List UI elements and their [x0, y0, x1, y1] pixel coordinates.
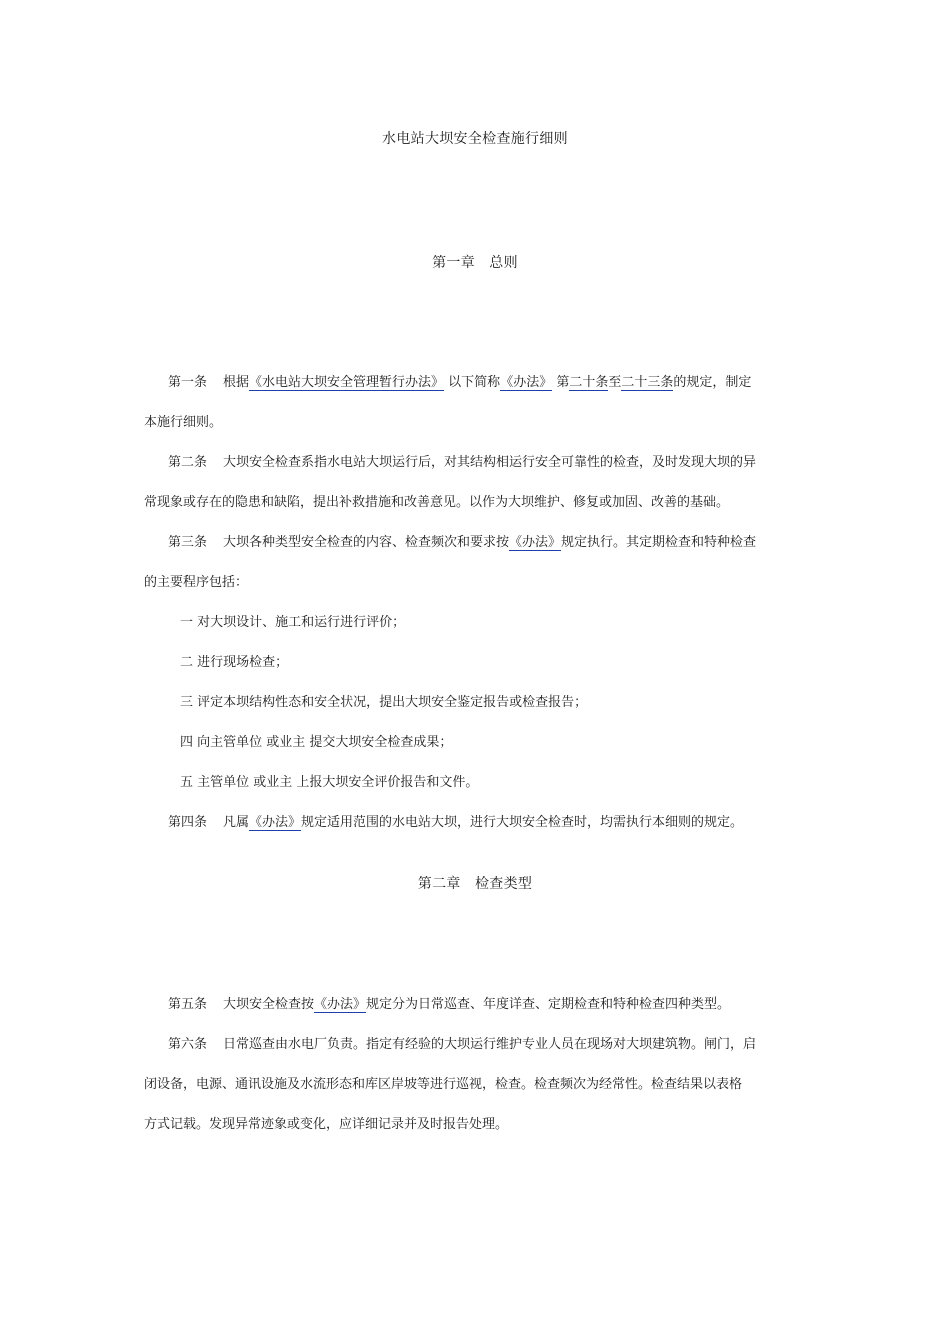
article-4: 第四条 凡属《办法》规定适用范围的水电站大坝，进行大坝安全检查时，均需执行本细则的规定。	[168, 815, 744, 830]
list-item: 一 对大坝设计、施工和运行进行评价；	[180, 615, 406, 630]
article-1-label: 第一条	[168, 375, 208, 390]
article-3: 第三条 大坝各种类型安全检查的内容、检查频次和要求按《办法》规定执行。其定期检查和特种检查	[168, 535, 757, 550]
article-6: 第六条 日常巡查由水电厂负责。指定有经验的大坝运行维护专业人员在现场对大坝建筑物。闸门，启	[168, 1037, 757, 1052]
article-6-cont-2: 方式记载。发现异常迹象或变化，应详细记录并及时报告处理。	[144, 1117, 509, 1132]
link-measures[interactable]: 《办法》	[509, 535, 562, 550]
article-1: 第一条 根据《水电站大坝安全管理暂行办法》 以下简称《办法》 第二十条至二十三条的规定，制定	[168, 375, 752, 390]
chapter-2-heading: 第二章 检查类型	[417, 876, 533, 892]
list-item: 四 向主管单位 或业主 提交大坝安全检查成果；	[180, 735, 453, 750]
article-2-label: 第二条	[168, 455, 208, 470]
article-3-cont: 的主要程序包括：	[144, 575, 249, 590]
chapter-1-heading: 第一章 总则	[432, 255, 518, 271]
link-measures-full[interactable]: 《水电站大坝安全管理暂行办法》	[249, 375, 445, 390]
list-item: 五 主管单位 或业主 上报大坝安全评价报告和文件。	[180, 775, 479, 790]
link-measures[interactable]: 《办法》	[500, 375, 553, 390]
link-article-20[interactable]: 二十条	[569, 375, 609, 390]
list-item: 三 评定本坝结构性态和安全状况，提出大坝安全鉴定报告或检查报告；	[180, 695, 588, 710]
link-measures[interactable]: 《办法》	[314, 997, 367, 1012]
link-article-23[interactable]: 二十三条	[621, 375, 674, 390]
article-6-label: 第六条	[168, 1037, 208, 1052]
article-1-cont: 本施行细则。	[144, 415, 223, 430]
list-item: 二 进行现场检查；	[180, 655, 289, 670]
article-5-label: 第五条	[168, 997, 208, 1012]
article-4-label: 第四条	[168, 815, 208, 830]
article-3-label: 第三条	[168, 535, 208, 550]
article-5: 第五条 大坝安全检查按《办法》规定分为日常巡查、年度详查、定期检查和特种检查四种类型。	[168, 997, 731, 1012]
document-title: 水电站大坝安全检查施行细则	[382, 131, 568, 147]
article-6-cont-1: 闭设备，电源、通讯设施及水流形态和库区岸坡等进行巡视，检查。检查频次为经常性。检查结果以表格	[144, 1077, 743, 1092]
article-2-cont: 常现象或存在的隐患和缺陷，提出补救措施和改善意见。以作为大坝维护、修复或加固、改善的基础。	[144, 495, 730, 510]
article-2: 第二条 大坝安全检查系指水电站大坝运行后，对其结构相运行安全可靠性的检查，及时发现大坝的异	[168, 455, 757, 470]
link-measures[interactable]: 《办法》	[249, 815, 302, 830]
